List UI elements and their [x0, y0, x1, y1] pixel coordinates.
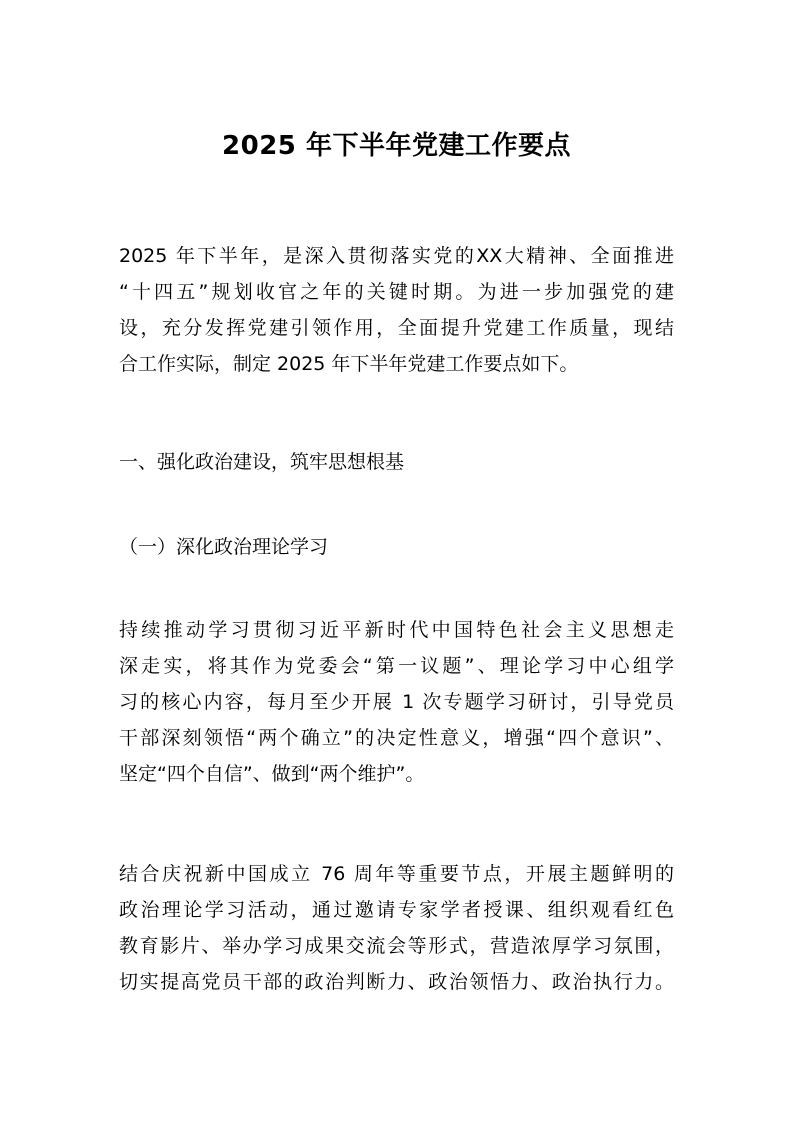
document-title: 2025 年下半年党建工作要点	[222, 131, 571, 161]
paragraph-line: 持续推动学习贯彻习近平新时代中国特色社会主义思想走	[119, 619, 674, 641]
paragraph-line: 干部深刻领悟“两个确立”的决定性意义，增强“四个意识”、	[119, 727, 674, 749]
paragraph-line: 习的核心内容，每月至少开展 1 次专题学习研讨，引导党员	[119, 691, 674, 713]
paragraph-line: 合工作实际，制定 2025 年下半年党建工作要点如下。	[119, 353, 579, 375]
paragraph-line: 坚定“四个自信”、做到“两个维护”。	[119, 763, 425, 785]
section-heading-text: 一、强化政治建设，筑牢思想根基	[119, 451, 405, 473]
paragraph-line: “十四五”规划收官之年的关键时期。为进一步加强党的建	[119, 281, 674, 303]
intro-paragraph	[119, 238, 674, 382]
paragraph-line: 教育影片、举办学习成果交流会等形式，营造浓厚学习氛围，	[119, 935, 674, 957]
paragraph-line: 结合庆祝新中国成立 76 周年等重要节点，开展主题鲜明的	[119, 863, 674, 885]
subsection-heading	[119, 529, 674, 565]
paragraph-line: 2025 年下半年，是深入贯彻落实党的XX大精神、全面推进	[119, 245, 674, 267]
paragraph-line: 深走实，将其作为党委会“第一议题”、理论学习中心组学	[119, 655, 674, 677]
section-heading	[119, 444, 674, 480]
paragraph-line: 切实提高党员干部的政治判断力、政治领悟力、政治执行力。	[119, 971, 674, 993]
body-paragraph	[119, 612, 674, 792]
body-paragraph	[119, 856, 674, 1000]
subsection-heading-text: （一）深化政治理论学习	[119, 536, 329, 558]
paragraph-line: 设，充分发挥党建引领作用，全面提升党建工作质量，现结	[119, 317, 674, 339]
paragraph-line: 政治理论学习活动，通过邀请专家学者授课、组织观看红色	[119, 899, 674, 921]
